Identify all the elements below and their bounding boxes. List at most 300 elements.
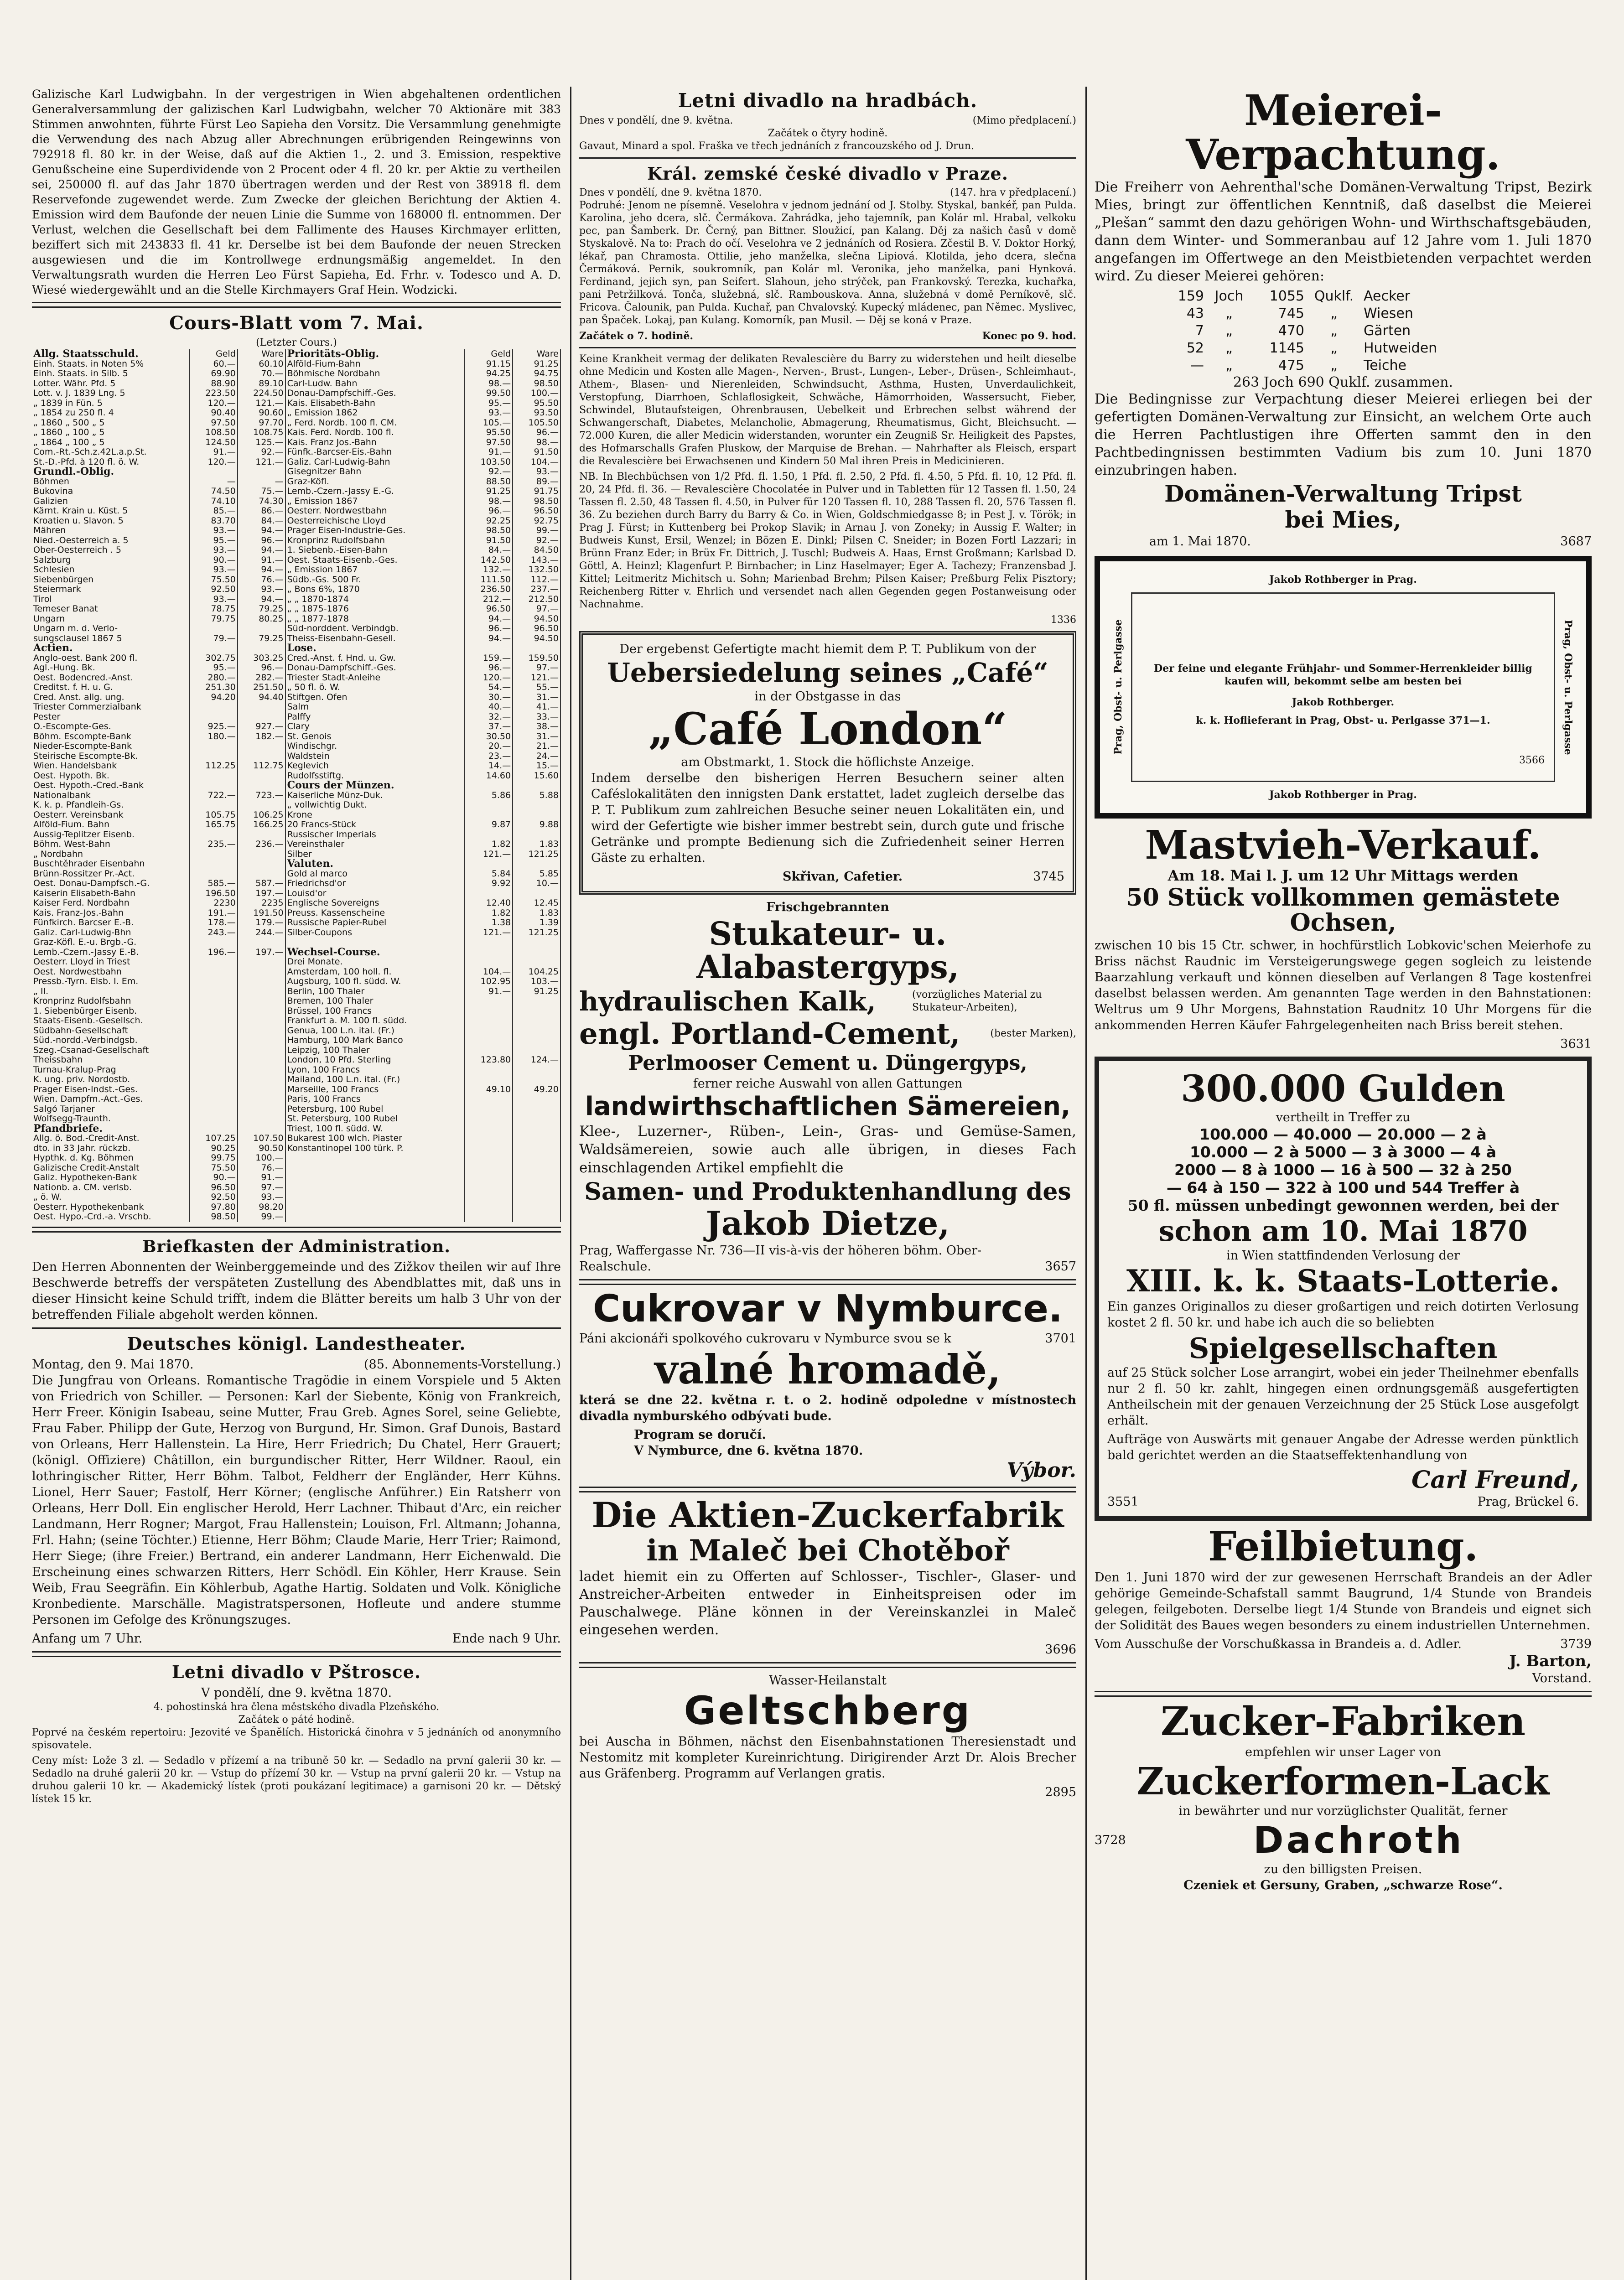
cours-label: Agl.-Hung. Bk. bbox=[32, 663, 190, 673]
cours-label: Oest. Nordwestbahn bbox=[32, 967, 190, 977]
cours-value bbox=[513, 1163, 560, 1173]
cours-value: 159.— bbox=[465, 653, 513, 663]
cours-row bbox=[32, 1114, 560, 1124]
cours-value: 587.— bbox=[238, 879, 285, 889]
cours-value: 105.75 bbox=[190, 810, 238, 820]
meierei-cell: Aecker bbox=[1364, 288, 1411, 305]
cours-value: 94.— bbox=[238, 595, 285, 605]
cours-label: Paris, 100 Francs bbox=[285, 1094, 465, 1104]
cours-value bbox=[238, 1114, 285, 1124]
roth-text2: Jakob Rothberger. bbox=[1292, 696, 1395, 709]
cours-label: Mailand, 100 L.n. ital. (Fr.) bbox=[285, 1075, 465, 1085]
cours-value: 191.— bbox=[190, 908, 238, 918]
cours-label: Konstantinopel 100 türk. P. bbox=[285, 1144, 465, 1154]
cours-value bbox=[238, 1104, 285, 1114]
cours-value: 15.60 bbox=[513, 771, 560, 781]
cours-value: 212.50 bbox=[513, 595, 560, 605]
cours-value: 5.86 bbox=[465, 791, 513, 801]
cours-row bbox=[32, 820, 560, 830]
cours-row bbox=[32, 741, 560, 751]
cours-label: Lott. v. J. 1839 Lng. 5 bbox=[32, 389, 190, 399]
cours-value: 94.— bbox=[238, 565, 285, 575]
cours-label: Marseille, 100 Francs bbox=[285, 1085, 465, 1095]
cours-value: 95.— bbox=[190, 663, 238, 673]
cours-label: „ 50 fl. ö. W. bbox=[285, 683, 465, 693]
cours-value bbox=[190, 1046, 238, 1056]
cours-label: Graz-Köfl. E.-u. Brgb.-G. bbox=[32, 938, 190, 948]
cours-row bbox=[32, 516, 560, 526]
cours-value: 182.— bbox=[238, 732, 285, 742]
cours-value bbox=[238, 702, 285, 712]
cours-label: Brünn-Rossitzer Pr.-Act. bbox=[32, 869, 190, 879]
cukr-sign: Výbor. bbox=[1007, 1459, 1076, 1482]
cours-value: 92.— bbox=[513, 536, 560, 546]
cours-value: 91.75 bbox=[513, 487, 560, 497]
cours-label: Cred.-Anst. f. Hnd. u. Gw. bbox=[285, 653, 465, 663]
cours-row bbox=[32, 948, 560, 958]
cours-value: 224.50 bbox=[238, 389, 285, 399]
meierei-cell: 159 bbox=[1178, 288, 1204, 305]
cours-value: 92.50 bbox=[190, 585, 238, 595]
cours-value: 100.— bbox=[513, 389, 560, 399]
cours-value: 96.50 bbox=[465, 604, 513, 614]
cours-value bbox=[238, 987, 285, 997]
theater-times bbox=[32, 1631, 561, 1647]
cours-label: Wolfsegg-Traunth. bbox=[32, 1114, 190, 1124]
cours-value: 5.85 bbox=[513, 869, 560, 879]
cours-label: Einh. Staats. in Silb. 5 bbox=[32, 369, 190, 379]
cours-value: 280.— bbox=[190, 673, 238, 683]
cours-label: Palffy bbox=[285, 712, 465, 722]
cours-label: Oesterreichische Lloyd bbox=[285, 516, 465, 526]
feil-from-row bbox=[1095, 1636, 1592, 1652]
cours-label: Turnau-Kralup-Prag bbox=[32, 1065, 190, 1075]
cours-value bbox=[190, 967, 238, 977]
cours-value bbox=[465, 1065, 513, 1075]
cours-value: 191.50 bbox=[238, 908, 285, 918]
cours-label: „ ö. W. bbox=[32, 1192, 190, 1202]
cours-value: 88.50 bbox=[465, 477, 513, 487]
cours-value: 86.— bbox=[238, 506, 285, 516]
cours-label: Oest. Hypoth. Bk. bbox=[32, 771, 190, 781]
cours-label: Staats-Eisenb.-Gesellsch. bbox=[32, 1016, 190, 1026]
cours-value: 96.50 bbox=[190, 1183, 238, 1193]
meierei-cell: — bbox=[1190, 358, 1204, 374]
cours-value: 235.— bbox=[190, 839, 238, 850]
briefkasten-title: Briefkasten der Administration. bbox=[142, 1237, 451, 1256]
cours-value: 1.83 bbox=[513, 839, 560, 850]
cafe-london-ad bbox=[579, 631, 1076, 895]
meierei-cell: 1055 bbox=[1269, 288, 1304, 305]
meierei-cell: Gärten bbox=[1364, 323, 1411, 339]
cours-value: 105.— bbox=[465, 418, 513, 428]
meierei-cell: 1145 bbox=[1269, 340, 1304, 357]
zemske-dateline bbox=[579, 187, 1076, 199]
cours-label: Bukarest 100 wlch. Piaster bbox=[285, 1134, 465, 1144]
cours-label: Prager Eisen-Indst.-Ges. bbox=[32, 1085, 190, 1095]
meierei-row bbox=[1163, 288, 1592, 305]
cours-row bbox=[32, 859, 560, 869]
cours-row bbox=[32, 1124, 560, 1134]
cours-value: 97.— bbox=[513, 604, 560, 614]
cours-label: Preuss. Kassenscheine bbox=[285, 908, 465, 918]
cours-value: 37.— bbox=[465, 722, 513, 732]
cours-label: Drei Monate. bbox=[285, 957, 465, 967]
roth-text1: Der feine und elegante Frühjahr- und Sommer-Herrenkleider billig kaufen will, bekommt selbe am besten bei bbox=[1154, 663, 1532, 688]
gulden-line3: 10.000 — 2 à 5000 — 3 à 3000 — 4 à bbox=[1189, 1143, 1497, 1161]
column-rule-left bbox=[570, 87, 571, 2280]
cours-label: Silber-Coupons bbox=[285, 928, 465, 938]
cours-value: 30.— bbox=[465, 693, 513, 703]
cours-row bbox=[32, 889, 560, 899]
cours-label: Kais. Elisabeth-Bahn bbox=[285, 399, 465, 409]
cours-value: 74.10 bbox=[190, 497, 238, 507]
cours-value: 91.25 bbox=[513, 359, 560, 369]
cours-value: 120.— bbox=[190, 399, 238, 409]
zemske-date: Dnes v pondělí, dne 9. května 1870. bbox=[579, 187, 762, 198]
cours-value: 98.20 bbox=[238, 1202, 285, 1213]
gulden-title: 300.000 Gulden bbox=[1181, 1067, 1505, 1110]
stuck-line3b: (bester Marken), bbox=[990, 1028, 1076, 1040]
meierei-footer bbox=[1095, 534, 1592, 549]
cours-label: Böhmische Nordbahn bbox=[285, 369, 465, 379]
cours-value: 85.— bbox=[190, 506, 238, 516]
cukr-line3: Program se doručí. bbox=[634, 1428, 766, 1442]
cours-value: 75.50 bbox=[190, 575, 238, 585]
cours-value: 94.40 bbox=[238, 693, 285, 703]
cours-value: 95.— bbox=[465, 399, 513, 409]
cours-value: Ware bbox=[513, 349, 560, 359]
cours-value: 121.— bbox=[513, 673, 560, 683]
theater-ende: Ende nach 9 Uhr. bbox=[452, 1631, 561, 1646]
cours-value bbox=[238, 800, 285, 810]
meierei-row bbox=[1163, 322, 1592, 340]
zf-line2: in bewährter und nur vorzüglichster Qualität, ferner bbox=[1178, 1803, 1508, 1818]
cours-value: 32.— bbox=[465, 712, 513, 722]
cours-value: 92.50 bbox=[190, 1192, 238, 1202]
stuck-footer bbox=[579, 1243, 1076, 1275]
cours-label: K. k. p. Pfandleih-Gs. bbox=[32, 800, 190, 810]
cours-value bbox=[238, 938, 285, 948]
cours-value bbox=[513, 643, 560, 653]
zucker-text: ladet hiemit ein zu Offerten auf Schlosser-, Tischler-, Glaser- und Anstreicher-Arbeiten entweder in Einheitspreisen oder im Pauschalwege. Pläne können in der Vereinskanzlei in Maleč eingesehen werden. bbox=[579, 1569, 1076, 1638]
cours-value bbox=[513, 781, 560, 791]
feil-sign: J. Barton, bbox=[1509, 1652, 1592, 1670]
cours-label: Wien. Handelsbank bbox=[32, 761, 190, 771]
cours-value: 90.25 bbox=[190, 1144, 238, 1154]
cours-value: 124.50 bbox=[190, 438, 238, 448]
cours-value: 10.— bbox=[513, 879, 560, 889]
meierei-table bbox=[1163, 288, 1592, 374]
cours-value bbox=[513, 948, 560, 958]
cours-row bbox=[32, 1075, 560, 1085]
cours-value bbox=[513, 1065, 560, 1075]
cours-label: Alföld-Fium. Bahn bbox=[32, 820, 190, 830]
stuck-line8: Samen- und Produktenhandlung des bbox=[584, 1177, 1071, 1206]
cours-row bbox=[32, 791, 560, 801]
cours-value: 91.25 bbox=[513, 987, 560, 997]
meierei-sign2: bei Mies, bbox=[1285, 506, 1401, 533]
cours-value: 159.50 bbox=[513, 653, 560, 663]
cours-row bbox=[32, 800, 560, 810]
cours-value bbox=[513, 1006, 560, 1016]
cours-value: 96.— bbox=[238, 663, 285, 673]
cours-row bbox=[32, 399, 560, 409]
cours-label: Russische Papier-Rubel bbox=[285, 918, 465, 928]
cours-label: Galiz. Carl-Ludwig-Bhn bbox=[32, 928, 190, 938]
cours-value: 121.— bbox=[465, 850, 513, 860]
cours-label: Bukovina bbox=[32, 487, 190, 497]
cours-value: 40.— bbox=[465, 702, 513, 712]
cours-value: 78.75 bbox=[190, 604, 238, 614]
cours-label: „ 1839 in Fün. 5 bbox=[32, 399, 190, 409]
cours-label: Nieder-Escompte-Bank bbox=[32, 741, 190, 751]
cours-label: Süd-norddent. Verbindgb. bbox=[285, 624, 465, 634]
gelt-text: bei Auscha in Böhmen, nächst den Eisenbahnstationen Theresienstadt und Nestomitz mit kompleter Kureinrichtung. Dirigirender Arzt Dr. Alois Brecher aus Gräfenberg. Programm auf Verlangen gratis. bbox=[579, 1734, 1076, 1781]
cours-label: Theissbahn bbox=[32, 1055, 190, 1065]
cours-value bbox=[190, 1026, 238, 1036]
cours-value: 75.— bbox=[238, 487, 285, 497]
cours-row bbox=[32, 810, 560, 820]
cours-value: 251.30 bbox=[190, 683, 238, 693]
cours-value: 251.50 bbox=[238, 683, 285, 693]
cours-value: Geld bbox=[465, 349, 513, 359]
cours-label: Gisegnitzer Bahn bbox=[285, 467, 465, 477]
gulden-number: 3551 bbox=[1107, 1495, 1139, 1509]
cours-label: Genua, 100 L.n. ital. (Fr.) bbox=[285, 1026, 465, 1036]
cours-value: 223.50 bbox=[190, 389, 238, 399]
cours-label bbox=[285, 938, 465, 948]
cours-row bbox=[32, 1192, 560, 1202]
cukr-line1-row bbox=[579, 1331, 1076, 1347]
cours-label: Einh. Staats. in Noten 5% bbox=[32, 359, 190, 369]
cours-value bbox=[238, 1046, 285, 1056]
theater-vorstellung: (85. Abonnements-Vorstellung.) bbox=[364, 1357, 561, 1372]
cours-value bbox=[513, 1202, 560, 1213]
cours-label: Schlesien bbox=[32, 565, 190, 575]
cours-label: Triester Stadt-Anleihe bbox=[285, 673, 465, 683]
cours-value: 142.50 bbox=[465, 555, 513, 565]
cours-value bbox=[190, 624, 238, 634]
cours-value: 143.— bbox=[513, 555, 560, 565]
gulden-ad bbox=[1095, 1057, 1592, 1521]
cours-label: 1. Siebenbürger Eisenb. bbox=[32, 1006, 190, 1016]
cours-label: Nied.-Oesterreich a. 5 bbox=[32, 536, 190, 546]
cours-value bbox=[513, 800, 560, 810]
cours-value: 95.50 bbox=[465, 428, 513, 438]
divider bbox=[579, 1662, 1076, 1668]
cours-value: 99.75 bbox=[190, 1153, 238, 1163]
cours-value bbox=[238, 1006, 285, 1016]
revalesciere-number: 1336 bbox=[1051, 614, 1076, 626]
cours-value bbox=[238, 977, 285, 987]
cours-value: 723.— bbox=[238, 791, 285, 801]
rothberger-ad bbox=[1095, 556, 1592, 819]
zemske-text: Podruhé: Jenom ne písemně. Veselohra v jednom jednání od J. Stolby. Styskal, bankéř, pan Pulda. Karolina, jeho dcera, slč. Čermákova. Zahrádka, jeho tajemník, pan Kolár ml. Hrabal, velkoku pec, pan Šamberk. Dr. Černý, pan Bittner. Sloužicí, pan Kalang. Děj za našich časů v domě Styskalově. Na to: Prach do očí. Veselohra ve 2 jednáních od Rosiera. Zčestil B. V. Doktor Horký, lékař, pan Chramosta. Ottilie, jeho manželka, slečna Lipiová. Klotilda, jeho dcera, slečna Čermáková. Pernik, soukromník, pan Kolár ml. Veronika, jeho manželka, pani Hynková. Ferdinand, jejich syn, pan Seifert. Slahoun, jeho strýček, pan Frankovský. Terezka, kuchařka, pani Petržilková. Tonča, služebná, slč. Rambouskova. Anna, služebná v domě Perníkově, slč. Fricova. Čalounik, pan Pulda. Kuchař, pan Chvalovský. Kupecký mládenec, pan Němec. Myslivec, pan Špaček. Lokaj, pan Kulang. Komorník, pan Musil. — Děj se koná v Praze. bbox=[579, 200, 1076, 326]
cours-value: 94.20 bbox=[190, 693, 238, 703]
theater-title: Deutsches königl. Landestheater. bbox=[127, 1333, 466, 1354]
cours-value: 93.— bbox=[190, 545, 238, 555]
cours-subtitle: (Letzter Cours.) bbox=[256, 337, 337, 348]
meierei-cell: 43 bbox=[1186, 306, 1204, 322]
cours-value bbox=[513, 1153, 560, 1163]
zf-dachroth-row bbox=[1095, 1819, 1592, 1861]
cours-label: Amsterdam, 100 holl. fl. bbox=[285, 967, 465, 977]
mast-line2: 50 Stück vollkommen gemästete Ochsen, bbox=[1126, 884, 1560, 937]
stuck-merchant: Jakob Dietze, bbox=[706, 1204, 950, 1243]
briefkasten-text: Den Herren Abonnenten der Weinberggemeinde und des Zižkov theilen wir auf Ihre Beschwerde betreffs der verspäteten Zustellung des Abendblattes mit, daß uns in dieser Hinsicht keine Schuld trifft, indem die Blätter bereits um halb 3 Uhr von der betreffenden Filiale abgeholt werden können. bbox=[32, 1259, 561, 1322]
cours-value: 96.— bbox=[465, 624, 513, 634]
cours-label bbox=[285, 1212, 465, 1222]
cours-label: Siebenbürgen bbox=[32, 575, 190, 585]
cours-value: 20.— bbox=[465, 741, 513, 751]
cours-row bbox=[32, 1212, 560, 1222]
cours-value: 99.— bbox=[238, 1212, 285, 1222]
cours-value bbox=[465, 1183, 513, 1193]
cours-label: sungsclausel 1867 5 bbox=[32, 634, 190, 644]
cours-value: 94.— bbox=[465, 614, 513, 624]
roth-bottom: Jakob Rothberger in Prag. bbox=[1269, 789, 1417, 801]
cours-row bbox=[32, 1144, 560, 1154]
cours-label: „ 1854 zu 250 fl. 4 bbox=[32, 408, 190, 418]
cours-label: Oest. Donau-Dampfsch.-G. bbox=[32, 879, 190, 889]
cours-value: 107.50 bbox=[238, 1134, 285, 1144]
cours-row bbox=[32, 702, 560, 712]
theater-dateline bbox=[32, 1357, 561, 1373]
feil-number: 3739 bbox=[1560, 1637, 1592, 1651]
roth-number: 3566 bbox=[1519, 755, 1545, 767]
cours-row bbox=[32, 1173, 560, 1183]
cours-value: Geld bbox=[190, 349, 238, 359]
cours-value: 121.25 bbox=[513, 928, 560, 938]
cours-value bbox=[513, 957, 560, 967]
cours-value: 91.50 bbox=[465, 536, 513, 546]
cours-value bbox=[513, 1104, 560, 1114]
cours-label: „ Ferd. Nordb. 100 fl. CM. bbox=[285, 418, 465, 428]
cukr-title2: valné hromadě, bbox=[654, 1345, 1001, 1393]
cours-value: 70.— bbox=[238, 369, 285, 379]
cours-row bbox=[32, 506, 560, 516]
cours-value bbox=[190, 702, 238, 712]
cours-value bbox=[190, 1114, 238, 1124]
gulden-address: Prag, Brückel 6. bbox=[1477, 1495, 1579, 1509]
cours-row bbox=[32, 614, 560, 624]
cours-value: 120.— bbox=[465, 673, 513, 683]
cours-row bbox=[32, 977, 560, 987]
hradbach-zacatek: Začátek o čtyry hodině. bbox=[768, 128, 888, 139]
cours-label: Brüssel, 100 Francs bbox=[285, 1006, 465, 1016]
cours-value bbox=[238, 957, 285, 967]
cours-label: dto. in 33 Jahr. rückzb. bbox=[32, 1144, 190, 1154]
cours-row bbox=[32, 643, 560, 653]
cours-value: 84.— bbox=[238, 516, 285, 526]
cours-label bbox=[285, 1173, 465, 1183]
cours-value bbox=[190, 467, 238, 477]
cours-value bbox=[465, 859, 513, 869]
cours-label: Szeg.-Csanad-Gesellschaft bbox=[32, 1046, 190, 1056]
cours-value bbox=[513, 1094, 560, 1104]
cours-label: Lemb.-Czern.-Jassy E.-G. bbox=[285, 487, 465, 497]
cours-value bbox=[238, 741, 285, 751]
cours-label: Friedrichsd'or bbox=[285, 879, 465, 889]
cours-label: Salm bbox=[285, 702, 465, 712]
cours-label: Oest. Staats-Eisenb.-Ges. bbox=[285, 555, 465, 565]
zf-line1: empfehlen wir unser Lager von bbox=[1245, 1745, 1441, 1759]
cours-value bbox=[238, 467, 285, 477]
cours-label: „ Emission 1862 bbox=[285, 408, 465, 418]
cours-value: 111.50 bbox=[465, 575, 513, 585]
cours-value: 91.— bbox=[238, 555, 285, 565]
cours-value: 90.— bbox=[190, 555, 238, 565]
pstrosce-prices: Ceny míst: Lože 3 zl. — Sedadlo v přízemí a na tribuně 50 kr. — Sedadlo na první galerii 30 kr. — Sedadlo na druhé galerii 20 kr. — Vstup do přízemí 30 kr. — Vstup na první galerii 20 kr. — Vstup na druhou galerii 10 kr. — Akademický lístek (proti poukázaní legitimace) a garnisoni 20 kr. — Dětský lístek 15 kr. bbox=[32, 1755, 561, 1805]
cours-value: 93.— bbox=[190, 526, 238, 536]
cours-value bbox=[465, 1212, 513, 1222]
cours-row bbox=[32, 996, 560, 1006]
cours-row bbox=[32, 634, 560, 644]
cours-label: Triest, 100 fl. südd. W. bbox=[285, 1124, 465, 1134]
gulden-line4: 2000 — 8 à 1000 — 16 à 500 — 32 à 250 bbox=[1174, 1161, 1512, 1179]
cours-label: St. Petersburg, 100 Rubel bbox=[285, 1114, 465, 1124]
cours-row bbox=[32, 477, 560, 487]
cours-row bbox=[32, 1183, 560, 1193]
cours-value: 79.— bbox=[190, 634, 238, 644]
meierei-date: am 1. Mai 1870. bbox=[1149, 534, 1251, 549]
london-footer bbox=[591, 869, 1064, 885]
london-number: 3745 bbox=[1033, 869, 1064, 884]
cours-value: 106.25 bbox=[238, 810, 285, 820]
cours-value: 107.25 bbox=[190, 1134, 238, 1144]
cours-label: Louisd'or bbox=[285, 889, 465, 899]
cours-value: 132.— bbox=[465, 565, 513, 575]
cours-row bbox=[32, 771, 560, 781]
cours-value: 93.— bbox=[238, 585, 285, 595]
cours-value bbox=[238, 643, 285, 653]
cours-value bbox=[513, 1134, 560, 1144]
cours-value bbox=[465, 1163, 513, 1173]
cours-value: 108.50 bbox=[190, 428, 238, 438]
newspaper-page bbox=[32, 18, 1592, 2280]
london-in: in der Obstgasse in das bbox=[754, 689, 901, 704]
cours-value: 79.25 bbox=[238, 604, 285, 614]
mast-title: Mastvieh-Verkauf. bbox=[1145, 822, 1541, 869]
cours-value: 21.— bbox=[513, 741, 560, 751]
cours-value bbox=[190, 741, 238, 751]
cours-label: K. ung. priv. Nordostb. bbox=[32, 1075, 190, 1085]
cours-value bbox=[238, 771, 285, 781]
cours-row bbox=[32, 751, 560, 762]
cours-value: 121.— bbox=[238, 457, 285, 467]
cours-label: Lotter. Währ. Pfd. 5 bbox=[32, 379, 190, 389]
cours-label: „ 1864 „ 100 „ 5 bbox=[32, 438, 190, 448]
cours-value: 89.— bbox=[513, 477, 560, 487]
cours-row bbox=[32, 408, 560, 418]
meierei-cell: 745 bbox=[1278, 306, 1304, 322]
cours-value: 91.15 bbox=[465, 359, 513, 369]
cours-value: 102.95 bbox=[465, 977, 513, 987]
cours-value: 112.25 bbox=[190, 761, 238, 771]
cours-value: 103.— bbox=[513, 977, 560, 987]
cours-value: 94.25 bbox=[465, 369, 513, 379]
cours-value bbox=[190, 800, 238, 810]
stuck-line3-row bbox=[579, 1017, 1076, 1051]
cours-label: Kärnt. Krain u. Küst. 5 bbox=[32, 506, 190, 516]
gulden-line10: Ein ganzes Originallos zu dieser großartigen und reich dotirten Verlosung kostet 2 fl. 50 kr. und habe ich auch die so beliebten bbox=[1107, 1300, 1579, 1330]
cours-value: 98.50 bbox=[190, 1212, 238, 1222]
cours-value: 105.50 bbox=[513, 418, 560, 428]
cours-value bbox=[513, 1026, 560, 1036]
cours-row bbox=[32, 1163, 560, 1173]
cours-value: 94.75 bbox=[513, 369, 560, 379]
